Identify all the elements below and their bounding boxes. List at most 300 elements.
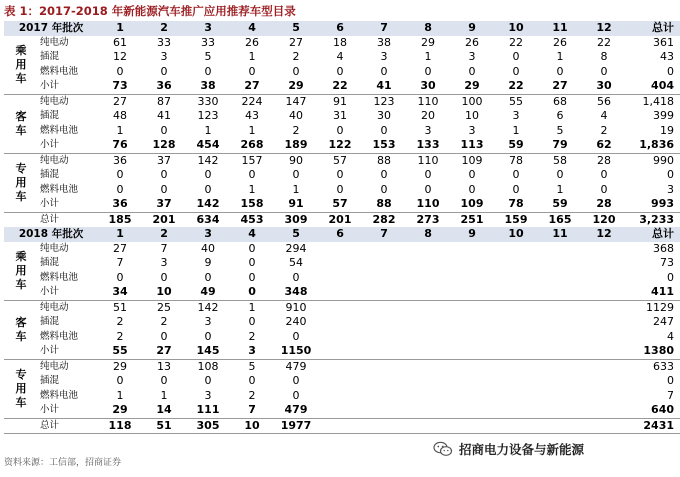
value-cell: 158 [240, 197, 264, 210]
value-cell: 165 [538, 212, 582, 227]
value-cell [406, 359, 450, 374]
value-cell [450, 330, 494, 345]
value-cell [318, 300, 362, 315]
row-label: 燃料电池 [40, 389, 79, 401]
value-cell: 330 [197, 94, 219, 108]
value-cell: 0 [204, 64, 212, 78]
value-cell: 123 [197, 109, 219, 122]
value-cell: 2 [600, 123, 608, 137]
column-header: 6 [318, 21, 362, 36]
value-cell: 28 [596, 197, 612, 210]
value-cell: 28 [597, 153, 612, 167]
subtotal-row [4, 197, 680, 212]
value-cell [450, 300, 494, 315]
total-cell: 1129 [646, 300, 675, 314]
value-cell: 185 [98, 212, 142, 227]
value-cell: 26 [465, 35, 480, 49]
value-cell [494, 285, 538, 300]
value-cell: 1977 [274, 418, 318, 434]
value-cell: 5 [204, 50, 212, 63]
subtotal-row [4, 344, 680, 359]
row-label: 纯电动 [40, 360, 69, 372]
value-cell [494, 403, 538, 418]
row-label: 燃料电池 [40, 124, 79, 136]
row-label: 插混 [40, 316, 60, 327]
value-cell [406, 315, 450, 330]
value-cell: 29 [112, 403, 128, 416]
row-label: 小计 [40, 198, 60, 209]
value-cell: 0 [468, 64, 476, 78]
value-cell [494, 300, 538, 315]
value-cell: 157 [241, 153, 263, 167]
value-cell [450, 389, 494, 404]
row-label: 插混 [40, 51, 60, 62]
value-cell: 10 [142, 285, 186, 300]
value-cell: 0 [468, 182, 476, 196]
value-cell: 0 [512, 182, 520, 196]
table-title: 表 1：2017-2018 年新能源汽车推广应用推荐车型目录 [4, 4, 296, 18]
value-cell: 0 [292, 168, 300, 181]
column-header: 4 [230, 21, 274, 36]
value-cell: 88 [376, 197, 392, 210]
value-cell: 0 [292, 64, 300, 78]
value-cell: 37 [157, 153, 172, 167]
value-cell: 0 [336, 123, 344, 137]
value-cell: 110 [417, 94, 439, 108]
value-cell: 3 [204, 388, 212, 402]
value-cell: 0 [160, 270, 168, 284]
value-cell [538, 403, 582, 418]
total-cell: 1380 [626, 344, 680, 359]
value-cell [538, 330, 582, 345]
batch-label: 2018 年批次 [4, 227, 98, 242]
value-cell: 57 [332, 197, 348, 210]
value-cell: 113 [450, 138, 494, 153]
value-cell [494, 374, 538, 389]
value-cell: 240 [285, 315, 307, 328]
value-cell: 2 [292, 123, 300, 137]
watermark-text: 招商电力设备与新能源 [459, 442, 585, 457]
value-cell: 1 [204, 123, 212, 137]
value-cell: 91 [333, 94, 348, 108]
value-cell [362, 242, 406, 257]
column-header: 1 [98, 227, 142, 242]
column-header: 11 [538, 21, 582, 36]
subtotal-row [4, 79, 680, 94]
value-cell [362, 389, 406, 404]
table-row [4, 153, 680, 168]
batch-label: 2017 年批次 [4, 21, 98, 36]
value-cell: 0 [204, 270, 212, 284]
value-cell [450, 271, 494, 286]
value-cell: 8 [600, 50, 608, 63]
row-label: 插混 [40, 110, 60, 121]
total-cell: 368 [653, 241, 675, 255]
value-cell: 0 [380, 168, 388, 181]
value-cell: 2 [292, 50, 300, 63]
value-cell: 5 [556, 123, 564, 137]
row-label: 燃料电池 [40, 330, 79, 342]
value-cell [362, 403, 406, 418]
value-cell: 0 [160, 64, 168, 78]
value-cell: 0 [380, 64, 388, 78]
row-label: 纯电动 [40, 154, 69, 166]
value-cell: 0 [556, 64, 564, 78]
value-cell: 4 [600, 109, 608, 122]
value-cell: 20 [421, 109, 436, 122]
value-cell: 110 [416, 197, 440, 210]
value-cell: 30 [377, 109, 392, 122]
column-header: 10 [494, 227, 538, 242]
value-cell: 309 [274, 212, 318, 227]
table-row [4, 109, 680, 124]
value-cell: 88 [377, 153, 392, 167]
value-cell: 22 [494, 79, 538, 94]
value-cell: 0 [600, 182, 608, 196]
value-cell [582, 418, 626, 434]
value-cell [582, 242, 626, 257]
value-cell: 9 [204, 256, 212, 269]
value-cell: 201 [142, 212, 186, 227]
value-cell: 3 [512, 109, 520, 122]
value-cell: 3 [424, 123, 432, 137]
value-cell [406, 344, 450, 359]
table-row [4, 256, 680, 271]
value-cell: 0 [204, 374, 212, 387]
value-cell: 0 [600, 168, 608, 181]
value-cell: 61 [113, 35, 128, 49]
value-cell: 0 [292, 270, 300, 284]
value-cell: 0 [160, 374, 168, 387]
watermark [433, 438, 588, 460]
value-cell: 36 [112, 197, 128, 210]
table-row [4, 168, 680, 183]
value-cell [318, 271, 362, 286]
value-cell: 0 [424, 182, 432, 196]
value-cell: 78 [509, 153, 524, 167]
value-cell: 294 [285, 241, 307, 255]
column-header: 4 [230, 227, 274, 242]
total-cell: 19 [660, 123, 675, 137]
value-cell: 110 [417, 153, 439, 167]
column-header: 1 [98, 21, 142, 36]
value-cell: 7 [160, 241, 168, 255]
row-label: 燃料电池 [40, 183, 79, 195]
value-cell: 0 [512, 50, 520, 63]
value-cell [582, 256, 626, 271]
value-cell: 1 [424, 50, 432, 63]
value-cell: 3 [160, 50, 168, 63]
total-cell: 0 [667, 168, 675, 181]
value-cell: 0 [248, 64, 256, 78]
value-cell: 14 [156, 403, 172, 416]
value-cell: 0 [248, 241, 256, 255]
value-cell: 27 [230, 79, 274, 94]
value-cell: 48 [113, 109, 128, 122]
value-cell: 201 [318, 212, 362, 227]
value-cell: 31 [333, 109, 348, 122]
row-label: 小计 [38, 344, 98, 359]
value-cell [362, 300, 406, 315]
value-cell [406, 285, 450, 300]
value-cell: 2 [116, 329, 124, 343]
value-cell: 38 [377, 35, 392, 49]
value-cell: 0 [292, 374, 300, 387]
value-cell [582, 359, 626, 374]
table-row [4, 271, 680, 286]
value-cell: 27 [289, 35, 304, 49]
value-cell: 153 [362, 138, 406, 153]
value-cell: 1 [556, 50, 564, 63]
row-label: 插混 [40, 375, 60, 386]
value-cell [318, 315, 362, 330]
total-cell: 640 [651, 403, 675, 416]
column-header: 5 [274, 227, 318, 242]
total-cell: 0 [667, 64, 675, 78]
value-cell: 145 [186, 344, 230, 359]
value-cell: 59 [552, 197, 568, 210]
row-label: 纯电动 [40, 95, 69, 107]
value-cell: 634 [186, 212, 230, 227]
value-cell [582, 315, 626, 330]
value-cell: 479 [285, 359, 307, 373]
value-cell: 1 [248, 300, 256, 314]
value-cell: 0 [380, 123, 388, 137]
value-cell: 10 [465, 109, 480, 122]
value-cell [362, 418, 406, 434]
value-cell: 123 [373, 94, 395, 108]
value-cell [450, 374, 494, 389]
value-cell: 41 [157, 109, 172, 122]
value-cell: 34 [98, 285, 142, 300]
value-cell [362, 315, 406, 330]
grand-total-spacer [4, 418, 38, 434]
vehicle-catalog-table [4, 21, 680, 434]
value-cell [494, 359, 538, 374]
value-cell: 40 [201, 241, 216, 255]
total-cell: 993 [651, 197, 675, 210]
value-cell [450, 418, 494, 434]
value-cell: 62 [582, 138, 626, 153]
value-cell: 2 [248, 329, 256, 343]
value-cell: 51 [142, 418, 186, 434]
value-cell: 87 [157, 94, 172, 108]
value-cell: 0 [248, 270, 256, 284]
value-cell: 3 [468, 50, 476, 63]
row-label: 纯电动 [40, 242, 69, 254]
value-cell: 27 [113, 94, 128, 108]
category-label: 专 用 车 [15, 161, 27, 203]
value-cell [450, 403, 494, 418]
value-cell: 454 [186, 138, 230, 153]
column-header: 9 [450, 21, 494, 36]
value-cell [538, 256, 582, 271]
value-cell [538, 285, 582, 300]
value-cell [538, 389, 582, 404]
total-cell: 399 [653, 109, 675, 122]
total-cell: 1,418 [642, 94, 675, 108]
category-label: 客 车 [4, 94, 38, 153]
value-cell: 1 [248, 182, 256, 196]
value-cell: 1 [292, 182, 300, 196]
value-cell: 1 [556, 182, 564, 196]
value-cell: 0 [336, 64, 344, 78]
value-cell: 0 [468, 168, 476, 181]
value-cell: 5 [248, 359, 256, 373]
value-cell: 0 [160, 329, 168, 343]
value-cell: 0 [204, 182, 212, 196]
value-cell: 73 [98, 79, 142, 94]
total-cell: 43 [660, 50, 675, 63]
value-cell [538, 300, 582, 315]
value-cell: 1 [248, 123, 256, 137]
total-cell: 3,233 [626, 212, 680, 227]
value-cell: 0 [248, 374, 256, 387]
column-header: 10 [494, 21, 538, 36]
value-cell: 54 [289, 256, 304, 269]
table-row [4, 242, 680, 257]
total-cell: 990 [653, 153, 675, 167]
value-cell: 122 [318, 138, 362, 153]
value-cell: 26 [245, 35, 260, 49]
value-cell: 159 [494, 212, 538, 227]
value-cell [406, 403, 450, 418]
value-cell: 910 [285, 300, 307, 314]
table-body [4, 21, 680, 434]
grand-total-label: 总计 [38, 418, 98, 434]
value-cell [406, 271, 450, 286]
value-cell: 27 [142, 344, 186, 359]
source-note: 资料来源：工信部，招商证券 [4, 458, 122, 468]
value-cell: 0 [160, 168, 168, 181]
value-cell: 108 [197, 359, 219, 373]
total-cell: 7 [667, 388, 675, 402]
value-cell: 57 [333, 153, 348, 167]
value-cell: 0 [512, 168, 520, 181]
value-cell: 251 [450, 212, 494, 227]
row-label: 纯电动 [40, 301, 69, 313]
row-label: 插混 [40, 257, 60, 268]
table-row [4, 124, 680, 139]
row-label: 小计 [38, 138, 98, 153]
value-cell: 0 [336, 168, 344, 181]
value-cell [406, 389, 450, 404]
value-cell: 76 [98, 138, 142, 153]
value-cell: 29 [274, 79, 318, 94]
value-cell: 111 [196, 403, 220, 416]
value-cell [538, 344, 582, 359]
value-cell: 90 [289, 153, 304, 167]
value-cell [362, 256, 406, 271]
value-cell [362, 285, 406, 300]
value-cell [318, 256, 362, 271]
value-cell: 59 [494, 138, 538, 153]
value-cell [450, 242, 494, 257]
value-cell [494, 271, 538, 286]
total-cell: 247 [653, 315, 675, 328]
value-cell: 18 [333, 35, 348, 49]
column-header-total: 总计 [626, 21, 680, 36]
value-cell [318, 344, 362, 359]
total-cell: 4 [667, 329, 675, 343]
value-cell [494, 344, 538, 359]
value-cell: 0 [160, 182, 168, 196]
value-cell: 109 [461, 153, 483, 167]
value-cell: 29 [113, 359, 128, 373]
value-cell [318, 359, 362, 374]
value-cell: 12 [113, 50, 128, 63]
table-row [4, 94, 680, 109]
value-cell [318, 330, 362, 345]
value-cell: 305 [186, 418, 230, 434]
column-header: 8 [406, 227, 450, 242]
column-header: 2 [142, 21, 186, 36]
value-cell [582, 300, 626, 315]
table-row [4, 315, 680, 330]
value-cell: 55 [98, 344, 142, 359]
value-cell: 120 [582, 212, 626, 227]
subtotal-row [4, 285, 680, 300]
value-cell [362, 271, 406, 286]
value-cell: 91 [288, 197, 304, 210]
value-cell [582, 344, 626, 359]
value-cell: 0 [116, 64, 124, 78]
value-cell: 0 [248, 256, 256, 269]
total-cell: 0 [667, 374, 675, 387]
value-cell: 3 [204, 315, 212, 328]
batch-header-row [4, 21, 680, 36]
value-cell: 0 [160, 123, 168, 137]
column-header: 3 [186, 227, 230, 242]
value-cell: 3 [160, 256, 168, 269]
value-cell: 33 [157, 35, 172, 49]
value-cell: 0 [600, 64, 608, 78]
value-cell [406, 300, 450, 315]
table-row [4, 374, 680, 389]
value-cell: 10 [230, 418, 274, 434]
value-cell: 25 [157, 300, 172, 314]
value-cell: 100 [461, 94, 483, 108]
subtotal-row [4, 138, 680, 153]
grand-total-spacer [4, 212, 38, 227]
value-cell [318, 285, 362, 300]
table-row [4, 389, 680, 404]
value-cell: 0 [336, 182, 344, 196]
value-cell [362, 330, 406, 345]
value-cell [318, 242, 362, 257]
value-cell: 79 [538, 138, 582, 153]
value-cell: 0 [116, 270, 124, 284]
column-header: 2 [142, 227, 186, 242]
value-cell: 0 [116, 168, 124, 181]
row-label: 小计 [38, 79, 98, 94]
table-row [4, 330, 680, 345]
table-row [4, 183, 680, 198]
value-cell: 30 [582, 79, 626, 94]
table-row [4, 36, 680, 51]
value-cell [450, 285, 494, 300]
value-cell: 348 [274, 285, 318, 300]
value-cell: 58 [553, 153, 568, 167]
value-cell [538, 374, 582, 389]
total-cell: 0 [667, 270, 675, 284]
value-cell [362, 359, 406, 374]
category-label: 乘 用 车 [4, 36, 38, 95]
value-cell: 33 [201, 35, 216, 49]
table-row [4, 50, 680, 65]
column-header: 5 [274, 21, 318, 36]
value-cell [582, 285, 626, 300]
